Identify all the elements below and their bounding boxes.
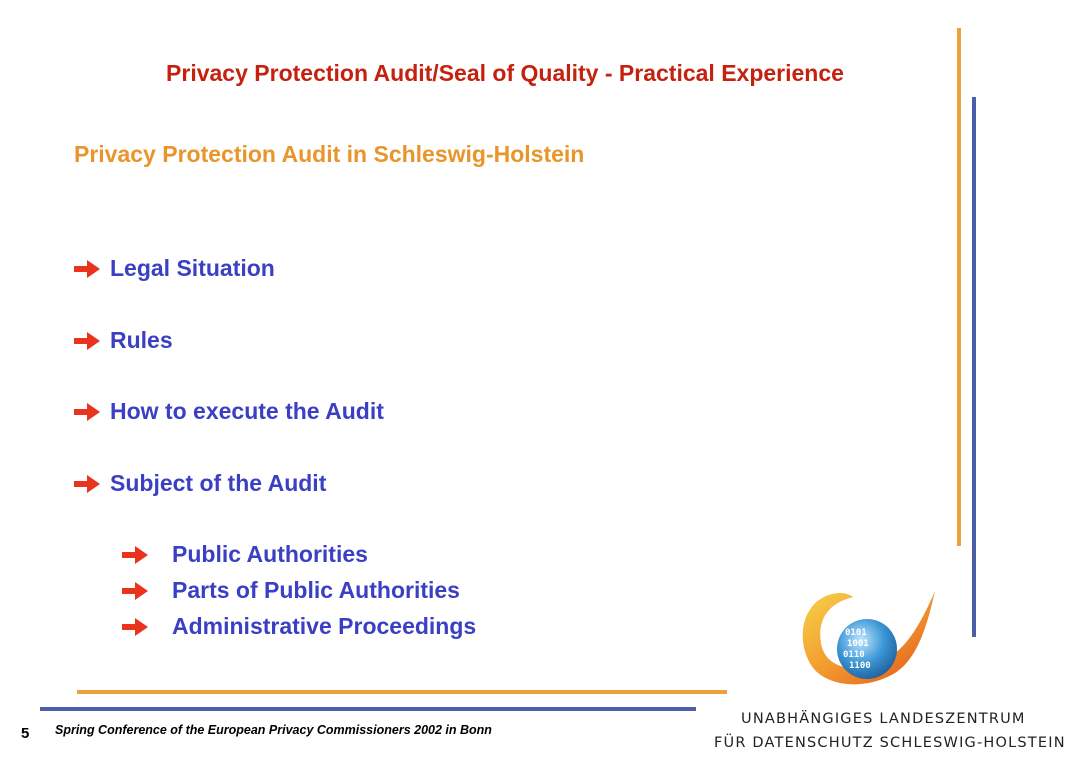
sub-bullet-label: Administrative Proceedings	[172, 613, 477, 639]
bullet-label: Legal Situation	[110, 255, 275, 281]
slide-title: Privacy Protection Audit/Seal of Quality - Practical Experience	[166, 60, 844, 86]
bullet-item	[74, 398, 384, 425]
sub-bullet-item	[122, 577, 460, 604]
arrow-right-icon	[122, 545, 148, 565]
blue-horizontal-line	[40, 707, 696, 711]
orange-horizontal-line	[77, 690, 727, 694]
blue-vertical-line	[972, 97, 976, 637]
slide-subtitle: Privacy Protection Audit in Schleswig-Holstein	[74, 141, 585, 167]
arrow-right-icon	[74, 402, 100, 422]
sub-bullet-label: Public Authorities	[172, 541, 368, 567]
page-number: 5	[21, 725, 30, 742]
bullet-label: How to execute the Audit	[110, 398, 384, 424]
arrow-right-icon	[74, 259, 100, 279]
footer-text: Spring Conference of the European Privacy Commissioners 2002 in Bonn	[55, 723, 492, 737]
sub-bullet-label: Parts of Public Authorities	[172, 577, 460, 603]
arrow-right-icon	[122, 617, 148, 637]
bullet-label: Subject of the Audit	[110, 470, 327, 496]
bullet-item	[74, 255, 275, 282]
bullet-label: Rules	[110, 327, 173, 353]
bullet-item	[74, 327, 173, 354]
sub-bullet-item	[122, 613, 476, 640]
arrow-right-icon	[74, 474, 100, 494]
arrow-right-icon	[122, 581, 148, 601]
arrow-right-icon	[74, 331, 100, 351]
organization-name-line2: FÜR DATENSCHUTZ SCHLESWIG-HOLSTEIN	[714, 735, 1066, 751]
logo-digits: 0101	[845, 628, 867, 638]
organization-name-line1: UNABHÄNGIGES LANDESZENTRUM	[741, 711, 1026, 727]
logo-digits: 1001	[847, 639, 869, 649]
logo-digits: 0110	[843, 650, 865, 660]
sub-bullet-item	[122, 541, 368, 568]
bullet-item	[74, 470, 326, 497]
orange-vertical-line	[957, 28, 961, 546]
logo-digits: 1100	[849, 661, 871, 671]
uld-logo	[795, 585, 945, 695]
